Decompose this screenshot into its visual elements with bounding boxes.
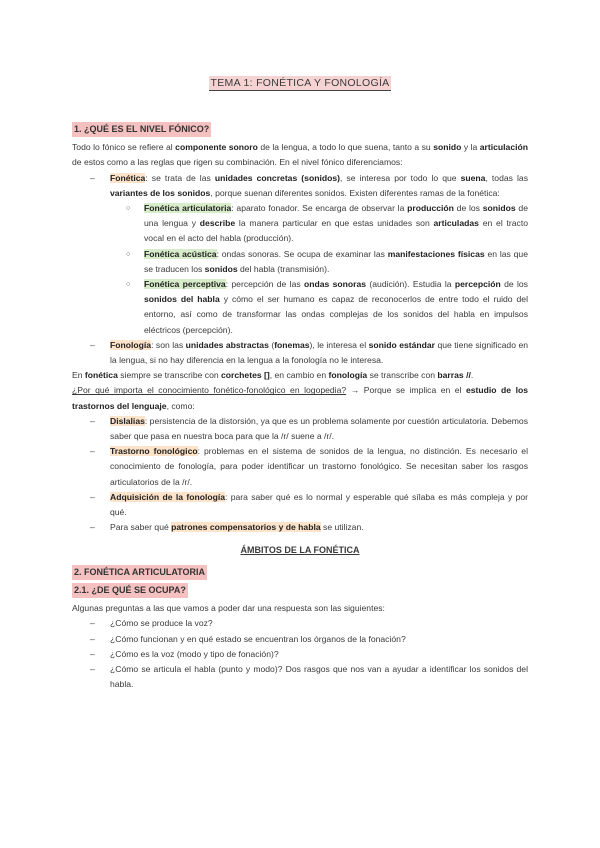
list-item: – ¿Cómo se produce la voz? xyxy=(110,616,528,631)
section-1-heading: 1. ¿QUÉ ES EL NIVEL FÓNICO? xyxy=(72,122,211,137)
list-item-fonetica: – Fonética: se trata de las unidades concretas (sonidos), se interesa por todo lo que suena, todas las variantes de los sonidos, porque suenan diferentes sonidos. Existen diferentes ramas de la fonética: ○ Fonética articulatoria: aparato fonador. Se encarga de observar la producción de los sonidos de una lengua y describe la manera particular en que estas unidades son articuladas en el tracto vocal en el acto del habla (producción). ○ Fonética acústica: ondas sonoras. Se ocupa de examinar las manifestaciones físicas en las que se traducen los sonidos del habla (transmisión). ○ Fonética perceptiva: percepción de las ondas sonoras (audición). Estudia la percepción de los sonidos del habla y cómo el ser humano es capaz de reconocerlos de entre todo el ruido del entorno, así como de transformar las ondas complejas de los sonidos del habla en impulsos eléctricos (percepción). xyxy=(110,171,528,338)
fonetica-branches xyxy=(110,201,528,338)
list-item-adquisicion: – Adquisición de la fonología: para saber qué es lo normal y esperable qué sílaba es más compleja y por qué. xyxy=(110,490,528,520)
questions-list xyxy=(72,616,528,692)
list-item: – ¿Cómo es la voz (modo y tipo de fonación)? xyxy=(110,647,528,662)
ambitos-title: ÁMBITOS DE LA FONÉTICA xyxy=(240,545,360,556)
document-body xyxy=(72,122,528,692)
section-2-intro: Algunas preguntas a las que vamos a poder dar una respuesta son las siguientes: xyxy=(72,603,385,614)
section-2-1-heading: 2.1. ¿DE QUÉ SE OCUPA? xyxy=(72,583,188,598)
list-item-articulatoria: ○ Fonética articulatoria: aparato fonador. Se encarga de observar la producción de los sonidos de una lengua y describe la manera particular en que estas unidades son articuladas en el tracto vocal en el acto del habla (producción). xyxy=(144,201,528,247)
list-item: – ¿Cómo funcionan y en qué estado se encuentran los órganos de la fonación? xyxy=(110,632,528,647)
question-paragraph: ¿Por qué importa el conocimiento fonético-fonológico en logopedia? → Porque se implica en el estudio de los trastornos del lenguaje, como: xyxy=(72,385,528,411)
document-title: TEMA 1: FONÉTICA Y FONOLOGÍA xyxy=(210,77,390,89)
list-item-acustica: ○ Fonética acústica: ondas sonoras. Se ocupa de examinar las manifestaciones físicas en las que se traducen los sonidos del habla (transmisión). xyxy=(144,247,528,277)
list-item-perceptiva: ○ Fonética perceptiva: percepción de las ondas sonoras (audición). Estudia la percepción de los sonidos del habla y cómo el ser humano es capaz de reconocerlos de entre todo el ruido del entorno, así como de transformar las ondas complejas de los sonidos del habla en impulsos eléctricos (percepción). xyxy=(144,277,528,338)
list-item-trastorno: – Trastorno fonológico: problemas en el sistema de sonidos de la lengua, no distinción. Es necesario el conocimiento de fonología, para poder identificar un trastorno fonológico. Se necesitan saber los rasgos articulatorios de la /r/. xyxy=(110,444,528,490)
intro-paragraph: Todo lo fónico se refiere al componente sonoro de la lengua, a todo lo que suena, tanto a su sonido y la articulación de estos como a las reglas que rigen su combinación. En el nivel fónico diferenciamos: xyxy=(72,142,528,168)
section-2-heading: 2. FONÉTICA ARTICULATORIA xyxy=(72,565,207,580)
list-item-dislalias: – Dislalias: persistencia de la distorsión, ya que es un problema solamente por cuestión articulatoria. Debemos saber que pasa en nuestra boca para que la /r/ suene a /r/. xyxy=(110,414,528,444)
disorders-list xyxy=(72,414,528,536)
levels-list xyxy=(72,171,528,369)
transcription-paragraph: En fonética siempre se transcribe con corchetes [], en cambio en fonología se transcribe con barras //. xyxy=(72,370,474,381)
list-item-fonologia: – Fonología: son las unidades abstractas (fonemas), le interesa el sonido estándar que tiene significado en la lengua, si no hay diferencia en la lengua a la fonología no le interesa. xyxy=(110,338,528,368)
list-item: – ¿Cómo se articula el habla (punto y modo)? Dos rasgos que nos van a ayudar a identificar los sonidos del habla. xyxy=(110,662,528,692)
list-item-patrones: – Para saber qué patrones compensatorios y de habla se utilizan. xyxy=(110,520,528,535)
